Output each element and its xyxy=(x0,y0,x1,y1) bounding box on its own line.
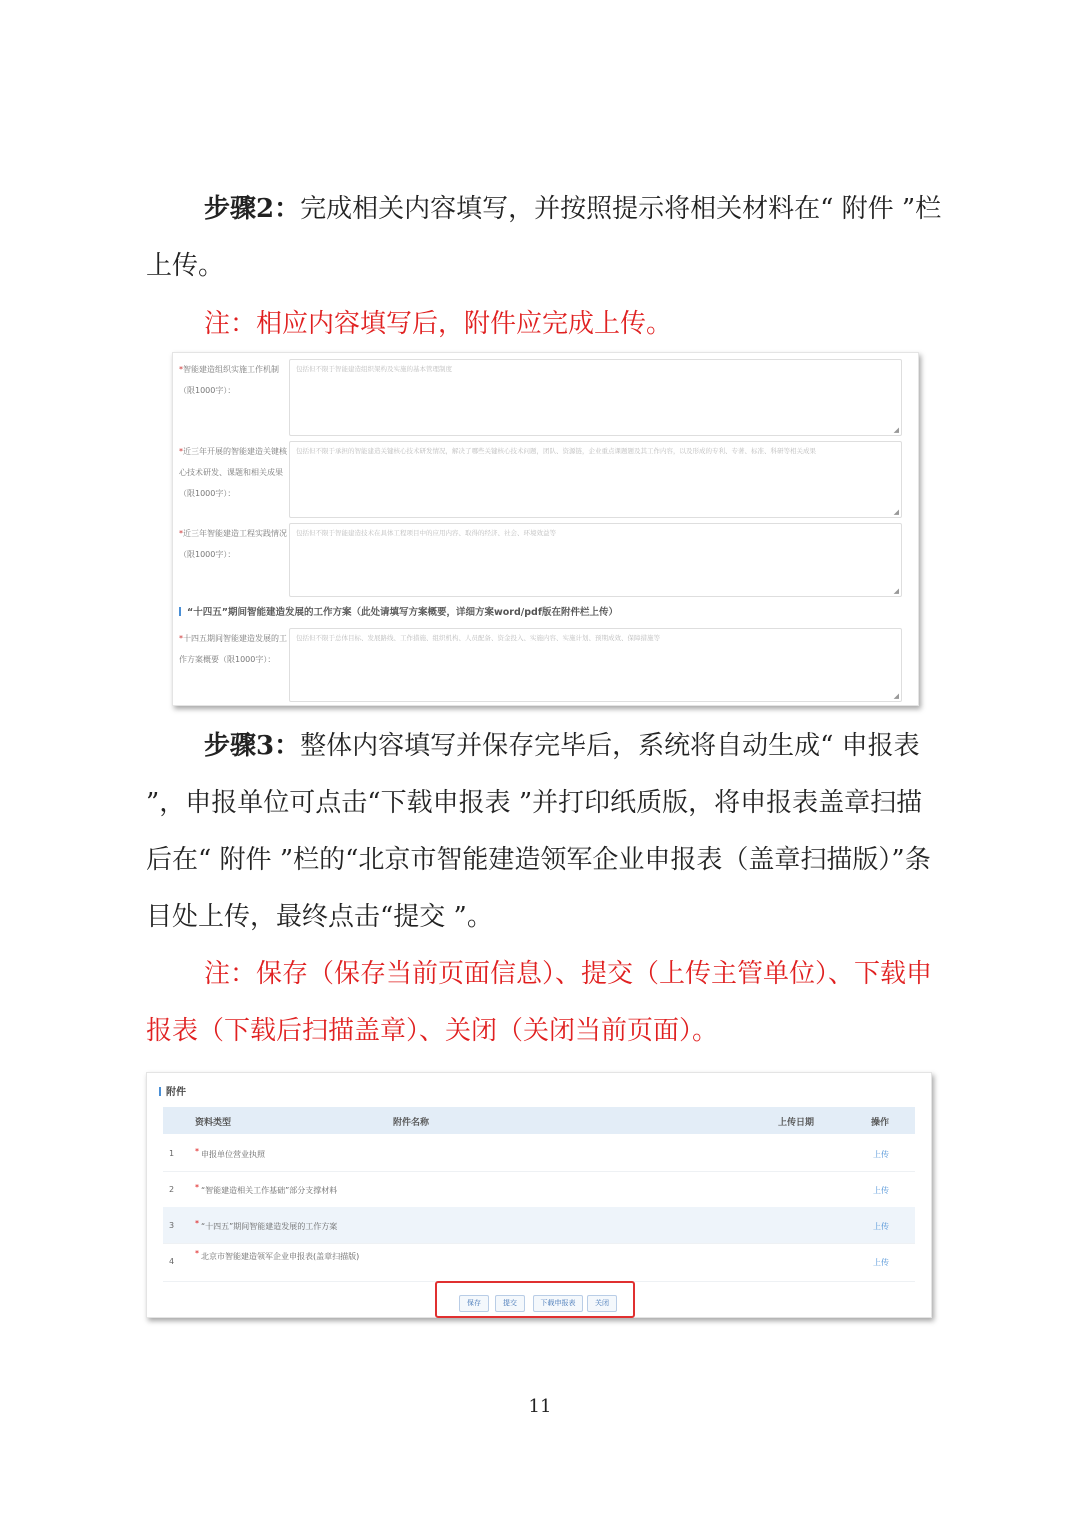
step3-text: 整体内容填写并保存完毕后，系统将自动生成“ 申报表 ”，申报单位可点击“下载申报表 ”并打印纸质版，将申报表盖章扫描后在“ 附件 ”栏的“北京市智能建造领军企业申报表（盖章扫描版）”条目处上传，最终点击“提交 ”。 xyxy=(146,731,931,932)
step2-lead: 步骤2： xyxy=(204,194,301,224)
practice-textarea[interactable] xyxy=(289,523,902,597)
row-number: 1 xyxy=(169,1149,175,1158)
required-star: * xyxy=(195,1147,199,1156)
textarea-placeholder: 包括但不限于总体目标、发展路线、工作措施、组织机构、人员配备、资金投入、实施内容、实施计划、预期成效、保障措施等 xyxy=(296,634,660,642)
attachment-name: “智能建造相关工作基础”部分支撑材料 xyxy=(201,1186,338,1195)
resize-grip-icon[interactable]: ◢ xyxy=(893,508,899,516)
attachments-title: 附件 xyxy=(159,1083,186,1098)
required-star: * xyxy=(195,1249,199,1258)
attachments-table-header xyxy=(163,1107,915,1134)
header-name: 附件名称 xyxy=(393,1118,430,1128)
upload-link[interactable]: 上传 xyxy=(873,1222,889,1231)
attachment-name: 申报单位营业执照 xyxy=(201,1150,265,1159)
page-number: 11 xyxy=(528,1396,552,1417)
table-row xyxy=(163,1207,915,1244)
field-label: 近三年智能建造工程实践情况（限1000字）： xyxy=(179,529,287,559)
plan-section-title: “十四五”期间智能建造发展的工作方案（此处请填写方案概要，详细方案word/pdf版在附件栏上传） xyxy=(179,604,618,618)
submit-button[interactable]: 提交 xyxy=(495,1295,525,1312)
resize-grip-icon[interactable]: ◢ xyxy=(893,587,899,595)
header-date: 上传日期 xyxy=(778,1118,815,1128)
field-label: 十四五期间智能建造发展的工作方案概要（限1000字）： xyxy=(179,634,287,664)
table-row xyxy=(163,1135,915,1172)
header-type: 资料类型 xyxy=(195,1118,232,1128)
action-buttons-highlight xyxy=(435,1281,635,1318)
field-label: 智能建造组织实施工作机制（限1000字）： xyxy=(179,365,279,395)
resize-grip-icon[interactable]: ◢ xyxy=(893,692,899,700)
step2-note: 注：相应内容填写后，附件应完成上传。 xyxy=(204,309,673,339)
row-number: 2 xyxy=(169,1185,175,1194)
header-operation: 操作 xyxy=(871,1118,890,1128)
table-row xyxy=(163,1243,915,1282)
row-number: 3 xyxy=(169,1221,175,1230)
textarea-placeholder: 包括但不限于智能建造组织架构及实施的基本管理制度 xyxy=(296,365,452,373)
mechanism-textarea[interactable] xyxy=(289,359,902,436)
attachment-name: “十四五”期间智能建造发展的工作方案 xyxy=(201,1222,338,1231)
required-star: * xyxy=(195,1183,199,1192)
upload-link[interactable]: 上传 xyxy=(873,1258,889,1267)
row-number: 4 xyxy=(169,1257,175,1266)
plan-textarea[interactable] xyxy=(289,628,902,702)
upload-link[interactable]: 上传 xyxy=(873,1150,889,1159)
field-label: 近三年开展的智能建造关键核心技术研发、课题和相关成果（限1000字）： xyxy=(179,447,287,498)
step3-note: 注：保存（保存当前页面信息）、提交（上传主管单位）、下载申报表（下载后扫描盖章）、关闭（关闭当前页面）。 xyxy=(146,959,933,1046)
close-button[interactable]: 关闭 xyxy=(587,1295,617,1312)
upload-link[interactable]: 上传 xyxy=(873,1186,889,1195)
required-star: * xyxy=(195,1219,199,1228)
form-screenshot: *智能建造组织实施工作机制（限1000字）： 包括但不限于智能建造组织架构及实施的基本管理制度 ◢ *近三年开展的智能建造关键核心技术研发、课题和相关成果（限1000字）： 包括但不限于承担的智能建造关键核心技术研发情况，解决了哪些关键核心技术问题，团队、资源链，企业重点课题题及其工作内容，以及形成的专利、专著、标准、科研等相关成果 ◢ *近三年智能建造工程实践情况（限1000字）： 包括但不限于智能建造技术在具体工程项目中的应用内容、取得的经济、社会、环境效益等 ◢ “十四五”期间智能建造发展的工作方案（此处请填写方案概要，详细方案word/pdf版在附件栏上传） *十四五期间智能建造发展的工作方案概要（限1000字）： 包括但不限于总体目标、发展路线、工作措施、组织机构、人员配备、资金投入、实施内容、实施计划、预期成效、保障措施等 ◢ xyxy=(172,352,919,706)
step3-paragraph xyxy=(146,718,946,946)
step2-paragraph xyxy=(146,181,946,295)
textarea-placeholder: 包括但不限于承担的智能建造关键核心技术研发情况，解决了哪些关键核心技术问题，团队、资源链，企业重点课题题及其工作内容，以及形成的专利、专著、标准、科研等相关成果 xyxy=(296,447,816,455)
attachments-screenshot xyxy=(146,1072,932,1318)
step2-text: 完成相关内容填写，并按照提示将相关材料在“ 附件 ”栏上传。 xyxy=(146,194,942,281)
download-form-button[interactable]: 下载申报表 xyxy=(533,1295,583,1312)
table-row xyxy=(163,1171,915,1208)
resize-grip-icon[interactable]: ◢ xyxy=(893,426,899,434)
textarea-placeholder: 包括但不限于智能建造技术在具体工程项目中的应用内容、取得的经济、社会、环境效益等 xyxy=(296,529,556,537)
save-button[interactable]: 保存 xyxy=(459,1295,489,1312)
research-textarea[interactable] xyxy=(289,441,902,518)
step3-lead: 步骤3： xyxy=(204,731,301,761)
attachment-name: 北京市智能建造领军企业申报表(盖章扫描版) xyxy=(201,1252,360,1261)
